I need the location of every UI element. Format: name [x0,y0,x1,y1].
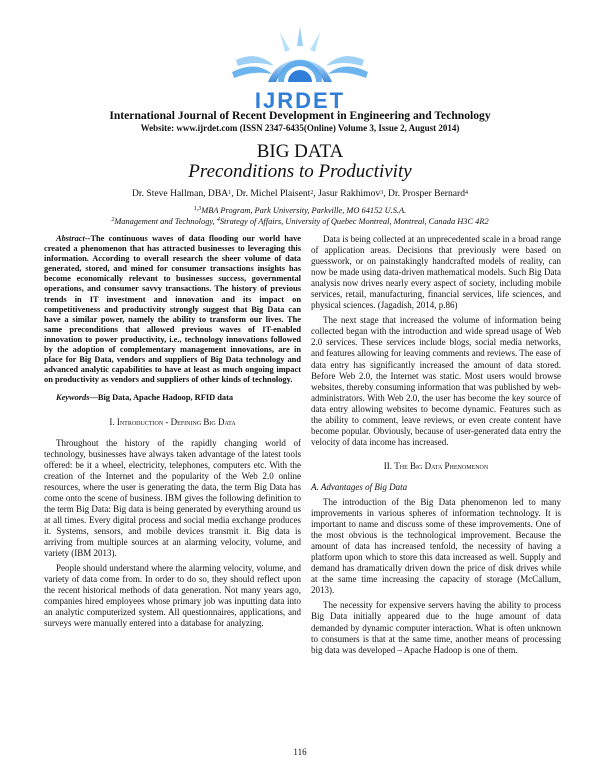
section-2-number: II. [383,460,393,471]
paper-title: BIG DATA [256,141,344,162]
section-1-title: Introduction - Defining Big Data [116,416,236,427]
right-paragraph-2: The next stage that increased the volume of information being collected began with the introduction and wide spread usage of Web 2.0 services. These services include blogs, social media networks, and features allowing for leaving comments and reviews. The ease of data entry has significantly increased the amount of data stored. Before Web 2.0, the Internet was static. Most users would browse websites, thereby consuming information that was published by web-administrators. With Web 2.0, the user has become the key source of data entry allowing websites to become dynamic. Features such as the ability to comment, leave reviews, or even create content have become popular. Obviously, because of user-generated data entry the velocity of data income has increased. [311,315,561,447]
right-paragraph-1: Data is being collected at an unprecedented scale in a broad range of application areas. Decisions that previously were based on guesswork, or on painstakingly handcrafted models of reality, can now be made using data-driven mathematical models. Such Big Data analysis now drives nearly every aspect of society, including mobile services, retail, manufacturing, financial services, life sciences, and physical sciences. (Jagadish, 2014, p.86) [311,234,561,311]
logo-text: IJRDET [254,88,346,112]
affiliation-2a-text: Management and Technology, [114,217,217,226]
affiliation-2b-text: Strategy of Affairs, University of Quebec Montreal, Montreal, Canada H3C 4R2 [219,217,489,226]
logo-arcs [232,26,368,82]
keywords-label: Keywords [56,393,90,403]
author-1: Dr. Steve Hallman, DBA [131,188,229,199]
journal-logo [228,20,372,112]
keywords [44,393,301,403]
section-1-number: I. [109,416,115,427]
right-column [311,234,561,656]
author-4: , Dr. Prosper Bernard [383,188,466,199]
author-2-sup: 2 [310,190,314,196]
section-2-paragraph-1: The introduction of the Big Data phenomenon led to many improvements in various spheres of information technology. It is important to name and discuss some of these improvements. One of the most obvious is the technological improvement. Because the amount of data has increased tenfold, the necessity of having a platform upon which to store this data increased as well. Supply and demand has dramatically driven down the price of disk drives while at the same time increasing the capacity of storage (McCallum, 2013). [311,496,561,596]
section-1-heading [44,417,301,428]
affiliation-1-sup: 1,3 [193,206,202,212]
section-2-paragraph-2: The necessity for expensive servers having the ability to process Big Data initially appeared due to the huge amount of data demanded by dynamic computer interaction. What is often unknown to consumers is that at the same time, another means of processing big data was developed – Apache Hadoop is one of them. [311,600,561,655]
section-2-heading [311,461,561,472]
affiliation-line-1 [0,205,600,216]
author-1-sup: 1 [228,190,232,196]
author-4-sup: 4 [465,190,469,196]
abstract [44,234,301,385]
section-2-title: The Big Data Phenomenon [394,460,489,471]
author-list [0,188,600,200]
affiliation-4-sup: 4 [216,217,220,223]
affiliation-2-sup: 2 [111,217,115,223]
left-column [44,234,301,629]
section-1-paragraph-1: Throughout the history of the rapidly changing world of technology, businesses have always taken advantage of the latest tools offered: be it a wheel, electricity, telephones, computers etc. With the creation of the Internet and the popularity of the Web 2.0 online resources, where the user is generating the data, the term Big Data has come onto the scene of business. IBM gives the following definition to the term Big Data: Big data is being generated by everything around us at all times. Every digital process and social media exchange produces it. Systems, sensors, and mobile devices transmit it. Big data is arriving from multiple sources at an alarming velocity, volume, and variety (IBM 2013). [44,437,301,559]
author-3-sup: 3 [380,190,384,196]
affiliation-line-2 [0,216,600,227]
page-number: 116 [293,747,307,757]
affiliation-1-text: MBA Program, Park University, Parkville, MO 64152 U.S.A. [201,206,407,215]
subsection-a-heading: A. Advantages of Big Data [311,481,408,492]
journal-info: Website: www.ijrdet.com (ISSN 2347-6435(Online) Volume 3, Issue 2, August 2014) [140,123,460,133]
abstract-text: The continuous waves of data flooding our world have created a phenomenon that has attracted businesses to leveraging this information. According to overall research the sheer volume of data generated, stored, and mined for consumer transactions insights has become economically relevant to businesses success, governmental operations, and consumer savvy transactions. The history of previous trends in IT investment and innovation and its impact on competitiveness and productivity strongly suggest that Big Data can have a similar power, namely the ability to transform our lives. The same preconditions that allowed previous waves of IT-enabled innovation to power productivity, i.e., technology innovations followed by the adoption of complementary management innovations, are in place for Big Data, vendors and suppliers of Big Data technology and advanced analytic capabilities to have at least as much ongoing impact on productivity as vendors and suppliers of other kinds of technology. [44,234,301,385]
ijrdet-logo-graphic [228,20,372,112]
author-3: , Jasur Rakhimov [313,188,381,199]
paper-subtitle: Preconditions to Productivity [188,161,412,182]
journal-title: International Journal of Recent Development in Engineering and Technology [109,109,491,122]
section-1-paragraph-2: People should understand where the alarming velocity, volume, and variety of data come from. In order to do so, they should reflect upon the recent historical methods of data generation. Not many years ago, companies hired employees whose primary job was inputting data into an analytic computerized system. All questionnaires, applications, and surveys were manually entered into a database for analyzing. [44,563,301,629]
author-2: , Dr. Michel Plaisent [231,188,311,199]
keywords-text: —Big Data, Apache Hadoop, RFID data [89,393,234,403]
abstract-label: Abstract-- [56,234,91,243]
